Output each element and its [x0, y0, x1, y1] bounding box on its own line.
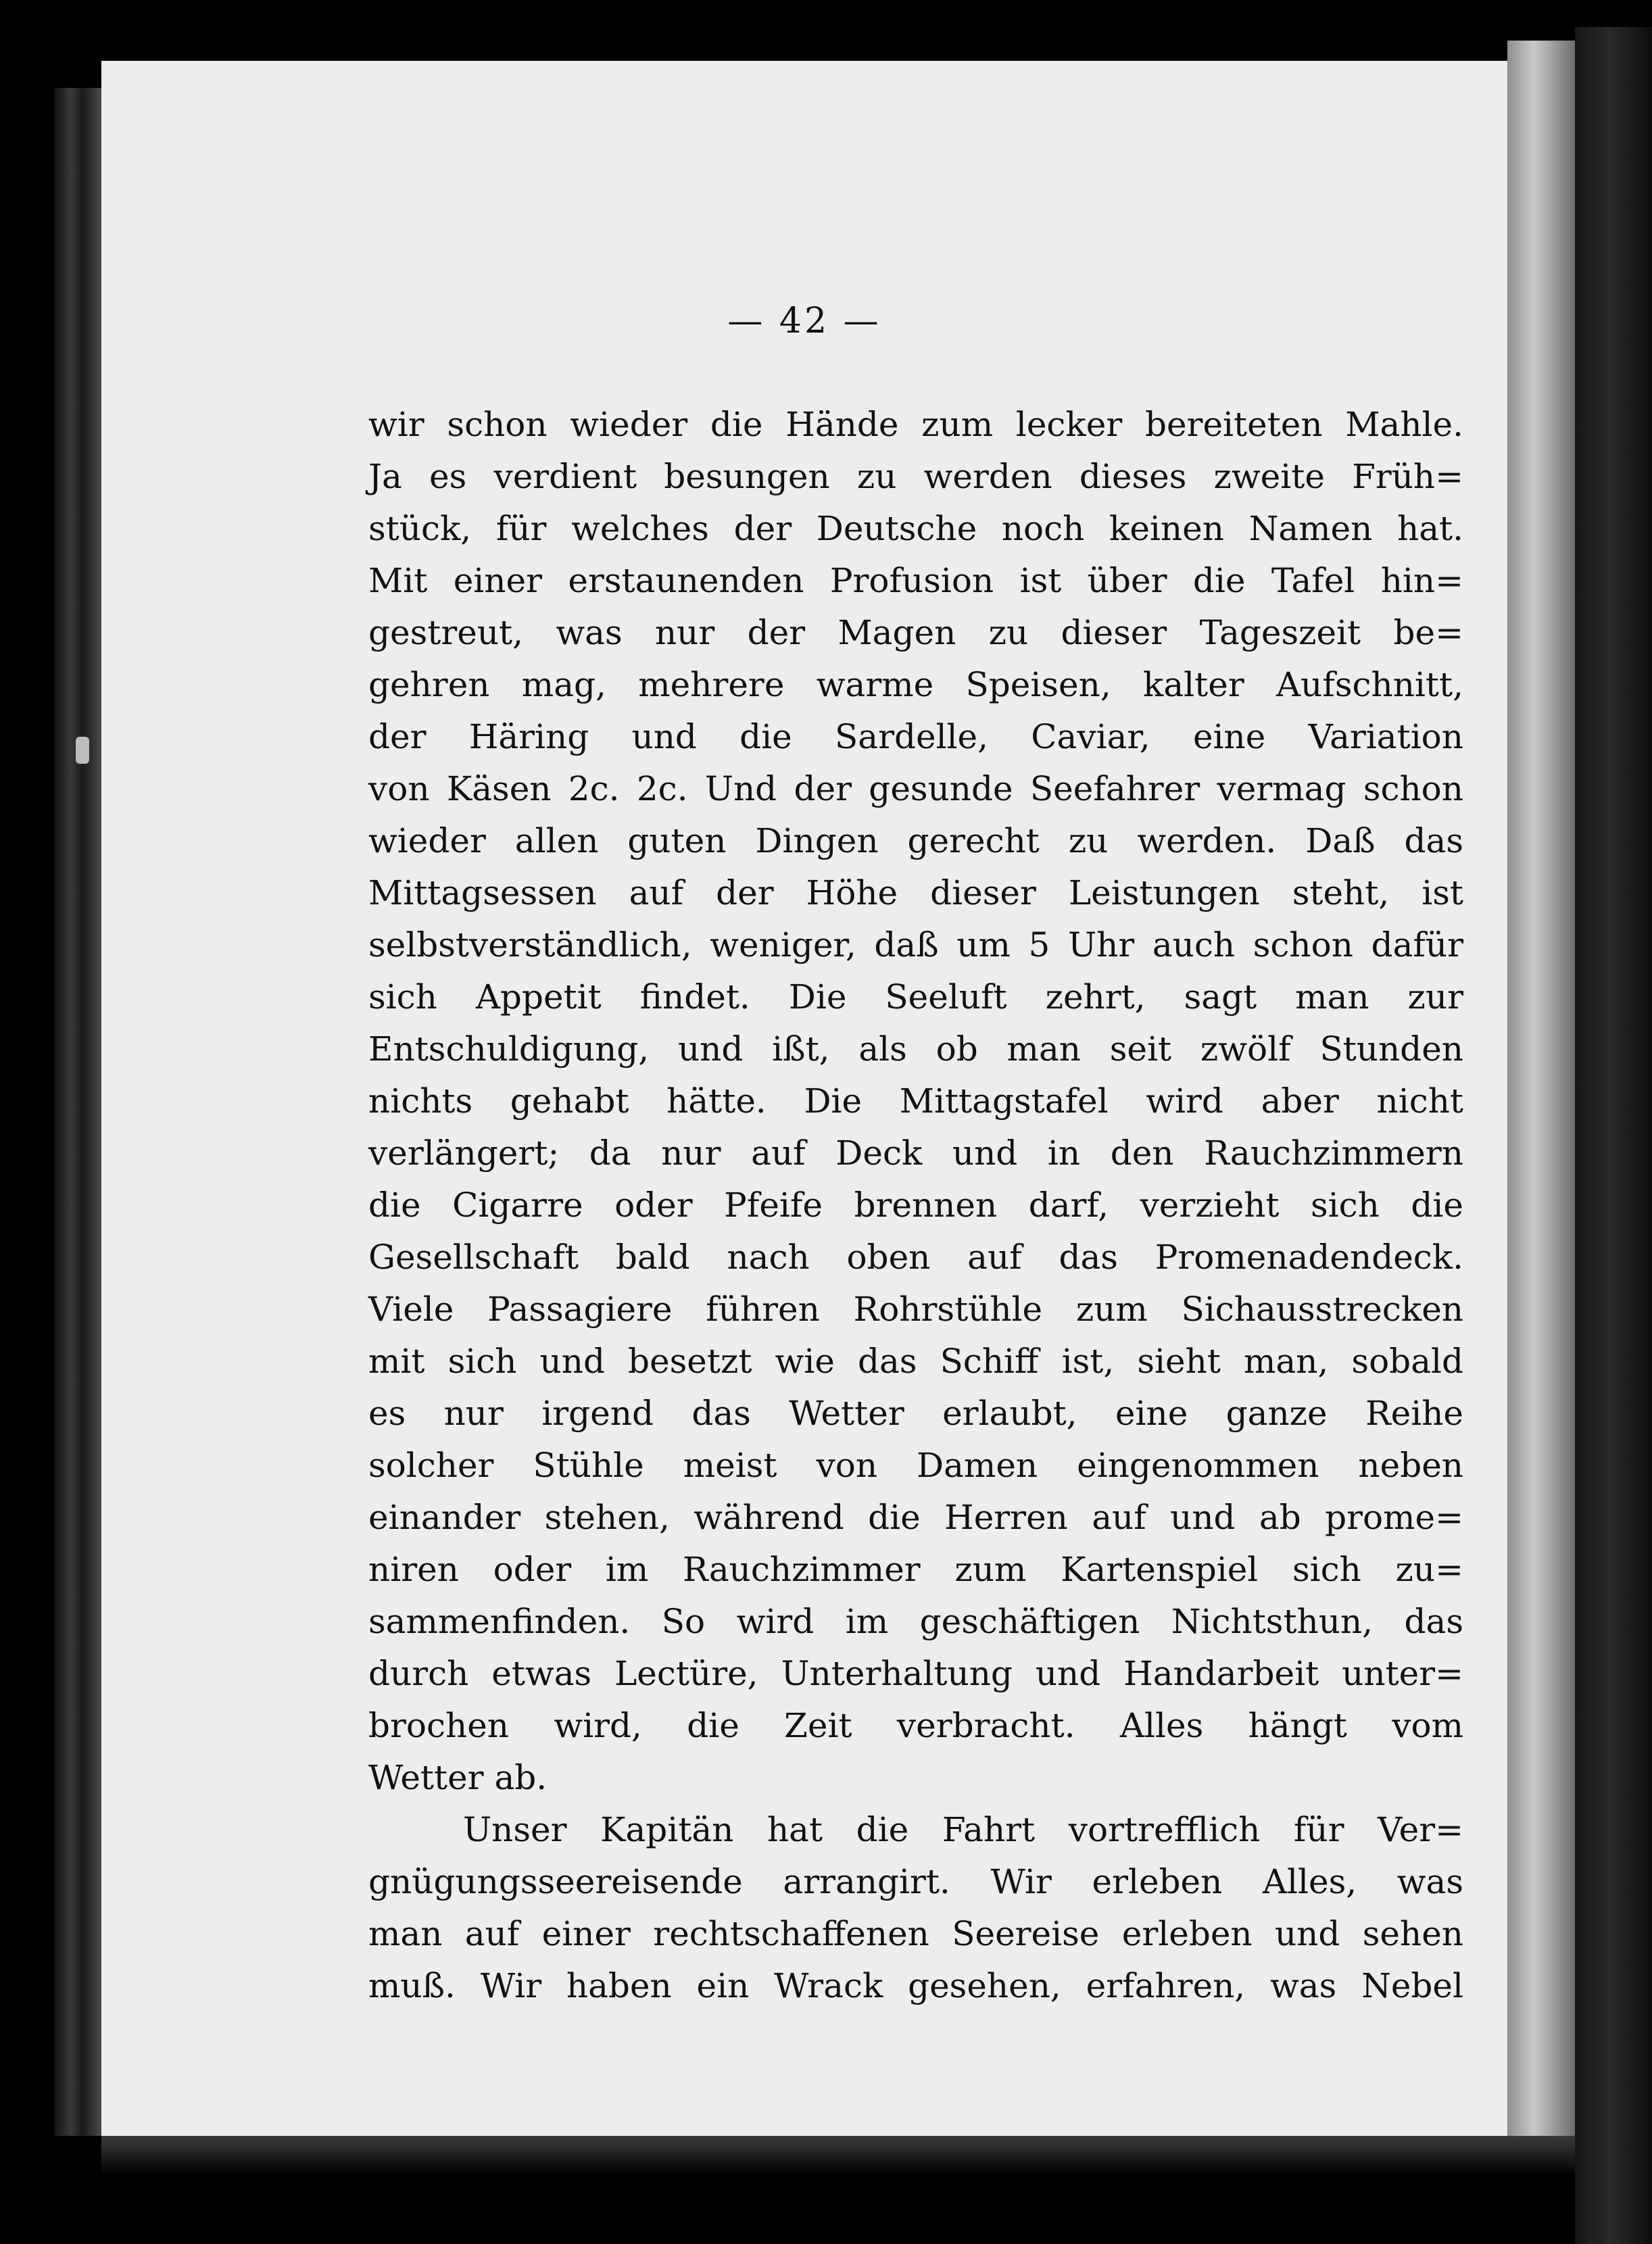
- text-line: wieder allen guten Dingen gerecht zu werden. Daß das: [368, 821, 1463, 860]
- text-line: verlängert; da nur auf Deck und in den Rauchzimmern: [368, 1133, 1463, 1173]
- text-line: Mit einer erstaunenden Profusion ist über die Tafel hin=: [368, 561, 1463, 600]
- page-spine-shadow: [1507, 41, 1575, 2170]
- book-page: [101, 61, 1507, 2136]
- text-line: gestreut, was nur der Magen zu dieser Tageszeit be=: [368, 613, 1463, 652]
- text-line: es nur irgend das Wetter erlaubt, eine ganze Reihe: [368, 1394, 1463, 1433]
- text-line: durch etwas Lectüre, Unterhaltung und Handarbeit unter=: [368, 1654, 1463, 1693]
- text-line: muß. Wir haben ein Wrack gesehen, erfahren, was Nebel: [368, 1966, 1463, 2005]
- edge-mark: [76, 737, 89, 764]
- text-line: man auf einer rechtschaffenen Seereise erleben und sehen: [368, 1914, 1463, 1953]
- text-line: brochen wird, die Zeit verbracht. Alles hängt vom: [368, 1706, 1463, 1745]
- text-line: Gesellschaft bald nach oben auf das Promenadendeck.: [368, 1238, 1463, 1277]
- text-line: gnügungsseereisende arrangirt. Wir erleben Alles, was: [368, 1862, 1463, 1901]
- text-line: nichts gehabt hätte. Die Mittagstafel wird aber nicht: [368, 1081, 1463, 1121]
- text-line: Entschuldigung, und ißt, als ob man seit zwölf Stunden: [368, 1029, 1463, 1069]
- text-line: der Häring und die Sardelle, Caviar, eine Variation: [368, 717, 1463, 756]
- text-line: von Käsen 2c. 2c. Und der gesunde Seefahrer vermag schon: [368, 769, 1463, 808]
- text-line: Viele Passagiere führen Rohrstühle zum Sichausstrecken: [368, 1290, 1463, 1329]
- text-line: stück, für welches der Deutsche noch keinen Namen hat.: [368, 509, 1463, 548]
- text-line: Unser Kapitän hat die Fahrt vortrefflich für Ver=: [463, 1810, 1463, 1849]
- body-text: [368, 399, 1463, 2012]
- text-line: Mittagsessen auf der Höhe dieser Leistungen steht, ist: [368, 873, 1463, 912]
- text-line: sich Appetit findet. Die Seeluft zehrt, sagt man zur: [368, 977, 1463, 1017]
- text-line: Wetter ab.: [368, 1758, 548, 1797]
- text-line: selbstverständlich, weniger, daß um 5 Uhr auch schon dafür: [368, 925, 1463, 965]
- left-page-edge: [54, 88, 101, 2136]
- page-bottom-shadow: [101, 2136, 1575, 2176]
- text-line: einander stehen, während die Herren auf und ab prome=: [368, 1498, 1463, 1537]
- page-number: — 42 —: [727, 301, 881, 341]
- text-line: niren oder im Rauchzimmer zum Kartenspiel sich zu=: [368, 1550, 1463, 1589]
- text-line: gehren mag, mehrere warme Speisen, kalter Aufschnitt,: [368, 665, 1463, 704]
- text-line: sammenfinden. So wird im geschäftigen Nichtsthun, das: [368, 1602, 1463, 1641]
- text-line: wir schon wieder die Hände zum lecker bereiteten Mahle.: [368, 405, 1463, 444]
- text-line: solcher Stühle meist von Damen eingenommen neben: [368, 1446, 1463, 1485]
- text-line: die Cigarre oder Pfeife brennen darf, verzieht sich die: [368, 1186, 1463, 1225]
- text-line: Ja es verdient besungen zu werden dieses zweite Früh=: [368, 457, 1463, 496]
- text-line: mit sich und besetzt wie das Schiff ist, sieht man, sobald: [368, 1342, 1463, 1381]
- right-book-edge: [1575, 27, 1652, 2244]
